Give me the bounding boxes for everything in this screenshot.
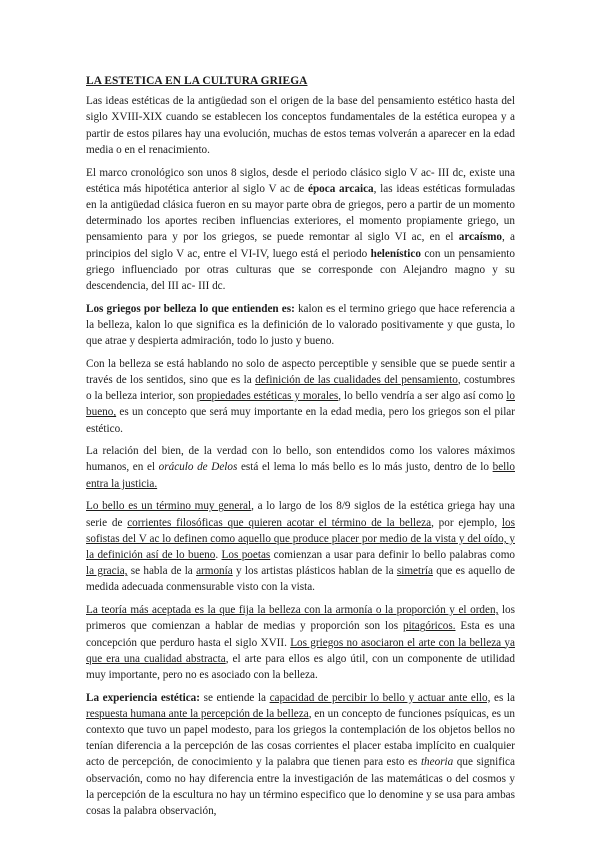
underlined-phrase: capacidad de percibir lo bello y actuar ante ello, <box>269 691 491 704</box>
text-run: Esta es una concepción que perduro hasta el siglo XVII. <box>86 620 516 649</box>
paragraph-corrientes <box>86 498 515 595</box>
text-run: comienzan a usar para definir lo bello palabras como <box>270 548 516 561</box>
paragraph-chronology <box>86 165 515 295</box>
underlined-phrase: definición de las cualidades del pensamiento <box>255 373 458 386</box>
text-run: , lo bello vendría a ser algo así como <box>338 390 507 403</box>
paragraph-experiencia <box>86 690 515 820</box>
text-run: , a principios del siglo V ac, entre el VI-IV, luego está el periodo <box>86 231 516 260</box>
paragraph-armonia <box>86 602 515 683</box>
text-run: que significa observación, como no hay diferencia entre la investigación de las matemáticas o del cosmos y la percepción de la escultura no hay un término especifico que lo denomine y se usa para ambas cosas la palabra observación, <box>86 756 516 818</box>
italic-term-oraculo: oráculo de Delos <box>158 461 238 474</box>
text-run: los primeros que comienzan a hablar de medias y proporción son los <box>86 604 515 633</box>
text-run: . <box>215 548 222 561</box>
text-run: , a lo largo de los 8/9 siglos de la estética griega hay una serie de <box>86 500 515 529</box>
underlined-phrase: respuesta humana ante la percepción de la belleza <box>86 707 309 720</box>
paragraph-kalon <box>86 301 515 350</box>
text-run: , costumbres o la belleza interior, son <box>86 373 515 403</box>
italic-term-theoria: theoria <box>420 756 454 769</box>
text-run: Con la belleza se está hablando no solo de aspecto perceptible y sensible que se puede sentir a través de los sentidos, sino que es la <box>86 357 515 386</box>
underlined-phrase: los sofistas del V ac lo definen como aquello que produce placer por medio de la vista y del oído, y la definición así de lo bueno <box>86 516 515 561</box>
underlined-phrase: armonía <box>196 565 233 578</box>
underlined-phrase: Los poetas <box>221 548 271 561</box>
bold-term-arcaismo: arcaísmo <box>458 231 503 244</box>
bold-term-epoca-arcaica: época arcaica <box>307 182 374 195</box>
text-run: , el arte para ellos es algo útil, con un componente de utilidad muy importante, pero no es asociado con la belleza. <box>86 652 515 681</box>
text-run: , por ejemplo, <box>431 516 502 529</box>
underlined-phrase: la gracia, <box>86 565 128 578</box>
underlined-phrase: simetría <box>396 565 433 578</box>
text-run: es la <box>490 691 515 704</box>
text-run: es un concepto que será muy importante en la edad media, pero los griegos son el pilar estético. <box>86 406 515 435</box>
paragraph-intro <box>86 93 515 158</box>
text-run: y los artistas plásticos hablan de la <box>232 565 397 578</box>
underlined-phrase: bello entra la justicia. <box>86 461 515 490</box>
bold-term-helenistico: helenístico <box>370 247 421 260</box>
bold-heading-experiencia: La experiencia estética: <box>86 691 201 704</box>
underlined-phrase: Los griegos no asociaron el arte con la belleza ya que era una cualidad abstracta <box>86 636 515 665</box>
underlined-phrase: lo bueno, <box>86 390 515 419</box>
underlined-phrase: Lo bello es un término muy general <box>86 500 252 513</box>
paragraph-intro-text: Las ideas estéticas de la antigüedad son el origen de la base del pensamiento estético hasta del siglo XVIII-XIX cuando se establecen los conceptos fundamentales de la estética europea y a partir de estos pilares hay una evolución, muchas de estos temas volverán a aparecer en la edad media o en el renacimiento. <box>86 95 515 156</box>
text-run: con un pensamiento griego influenciado por otras culturas que se corresponde con Alejandro magno y su descendencia, del III ac- III dc. <box>86 247 515 292</box>
underlined-phrase: propiedades estéticas y morales <box>196 390 339 403</box>
text-run: La relación del bien, de la verdad con lo bello, son entendidos como los valores máximos humanos, en el <box>86 445 515 474</box>
text-run: está el lema lo más bello es lo más justo, dentro de lo <box>237 461 493 474</box>
paragraph-belleza-moral <box>86 356 515 437</box>
document-body <box>86 73 515 819</box>
text-run: El marco cronológico son unos 8 siglos, desde el periodo clásico siglo V ac- III dc, existe una estética más hipotética anterior al siglo V ac de <box>86 166 515 195</box>
text-run: kalon es el termino griego que hace referencia a la belleza, kalon lo que significa es la definición de lo valorado positivamente y que gusta, lo que atrae y despierta admiración, todo lo justo y bueno. <box>86 302 515 348</box>
bold-heading-belleza: Los griegos por belleza lo que entienden es: <box>86 302 295 315</box>
underlined-phrase: pitagóricos. <box>402 620 456 633</box>
document-title: LA ESTETICA EN LA CULTURA GRIEGA <box>86 75 308 87</box>
text-run: , en un concepto de funciones psíquicas, es un contexto que tuvo un papel modesto, para los griegos la contemplación de los objetos bellos no tenían diferencia a la percepción de las cosas corrientes el placer estaba implícito en cualquier acto de percepción, de conocimiento y la palabra que tienen para esto es <box>86 707 515 769</box>
text-run: , las ideas estéticas formuladas en la antigüedad clásica fueron en su mayor parte obra de griegos, pero a partir de un momento determinado los aportes reciben influencias exteriores, el momento propiamente griego, un pensamiento para y por los griegos, se puede remontar al siglo VI ac, en el <box>86 182 515 244</box>
text-run: que es aquello de medida adecuada conmensurable visto con la vista. <box>86 565 516 594</box>
underlined-phrase: corrientes filosóficas que quieren acotar el término de la belleza <box>127 516 432 529</box>
text-run: se entiende la <box>200 691 270 704</box>
underlined-phrase: La teoría más aceptada es la que fija la belleza con la armonía o la proporción y el orden, <box>86 604 499 617</box>
text-run: se habla de la <box>127 565 197 578</box>
paragraph-bien-verdad <box>86 443 515 492</box>
